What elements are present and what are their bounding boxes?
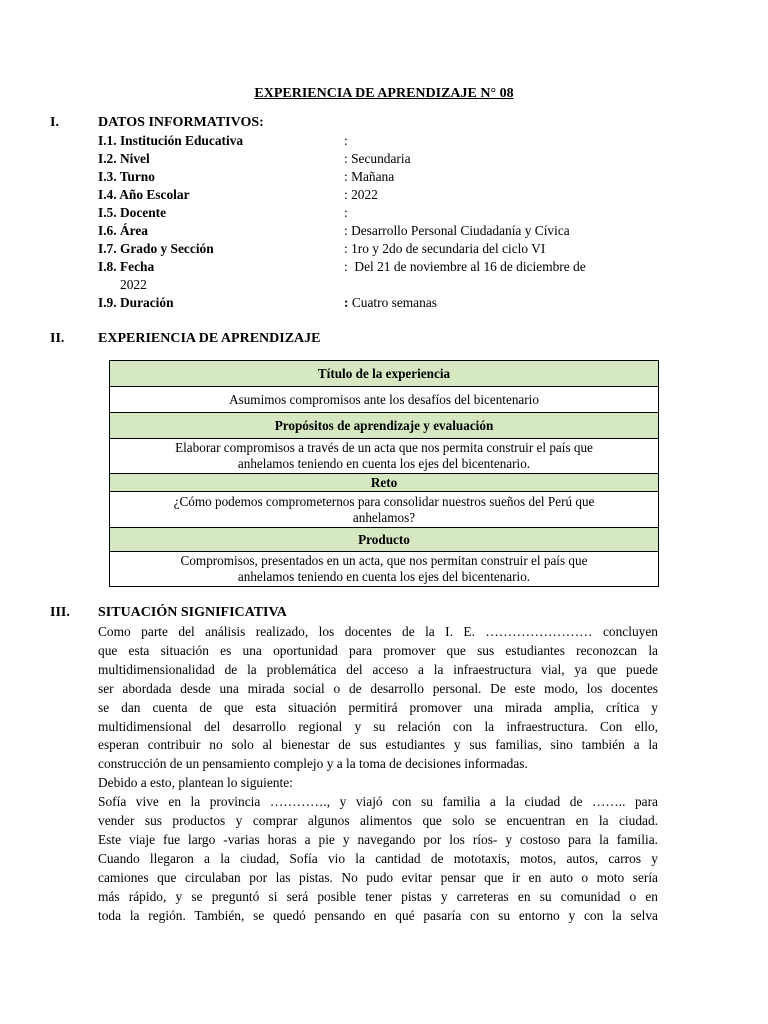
paragraph-line: vender sus productos y comprar algunos alimentos que solo se encuentran en la ciudad.: [98, 813, 658, 829]
situacion-paragraph-1: [98, 623, 658, 926]
situacion-paragraph-2: Debido a esto, plantean lo siguiente:: [98, 775, 293, 791]
datos-label: I.9. Duración: [98, 295, 174, 310]
document-title: EXPERIENCIA DE APRENDIZAJE N° 08: [254, 86, 514, 101]
datos-value-text: Cuatro semanas: [348, 295, 437, 310]
propositos-value: [110, 439, 659, 474]
datos-value: : Mañana: [344, 169, 395, 184]
titulo-header: Título de la experiencia: [110, 361, 659, 387]
paragraph-line: toda la región. También, se quedó pensando en qué pasaría con su entorno y con la selva: [98, 907, 658, 923]
section-1-title: DATOS INFORMATIVOS:: [98, 115, 264, 130]
datos-row-area: [98, 222, 668, 240]
paragraph-line: Como parte del análisis realizado, los docentes de la I. E. …………………… concluyen: [98, 624, 658, 639]
datos-value: : Secundaria: [344, 151, 411, 166]
datos-row-duracion: [98, 294, 668, 312]
datos-value: :: [344, 133, 348, 148]
titulo-value: Asumimos compromisos ante los desafíos del bicentenario: [110, 387, 659, 413]
paragraph-line: se dan cuenta de que esta situación permitirá promover una mirada amplia, crítica y: [98, 699, 658, 715]
propositos-line: anhelamos teniendo en cuenta los ejes del bicentenario.: [237, 456, 531, 471]
datos-label: I.1. Institución Educativa: [98, 133, 244, 148]
datos-row-grado: [98, 240, 668, 258]
datos-label: I.2. Nivel: [98, 151, 150, 166]
reto-value: [110, 492, 659, 528]
datos-label: I.7. Grado y Sección: [98, 241, 214, 256]
datos-row-fecha-cont: [98, 276, 668, 294]
reto-line: ¿Cómo podemos comprometernos para consolidar nuestros sueños del Perú que: [173, 493, 595, 509]
datos-label: I.6. Área: [98, 223, 148, 238]
datos-row-anio: [98, 186, 668, 204]
paragraph-line: más rápido, y se preguntó si será posible tener pistas y carreteras en su comunidad o en: [98, 888, 658, 904]
datos-value: : Del 21 de noviembre al 16 de diciembre de: [344, 259, 586, 274]
producto-header: Producto: [110, 528, 659, 552]
datos-value-continuation: 2022: [120, 277, 147, 292]
section-3-number: III.: [50, 605, 70, 620]
datos-value: :: [344, 205, 348, 220]
section-2-title: EXPERIENCIA DE APRENDIZAJE: [98, 331, 321, 346]
datos-label: I.5. Docente: [98, 205, 167, 220]
paragraph-line: construcción de un pensamiento complejo y a la toma de decisiones informadas.: [98, 756, 528, 772]
datos-row-fecha: [98, 258, 668, 276]
paragraph-line: Este viaje fue largo -varias horas a pie y navegando por los ríos- y costoso para la familia.: [98, 831, 658, 847]
paragraph-line: camiones que circulaban por las pistas. No pudo evitar pensar que ir en auto o moto sería: [98, 869, 658, 885]
paragraph-line: esperan contribuir no solo al bienestar de sus estudiantes y sus familias, sino también a la: [98, 737, 658, 753]
paragraph-line: multidimensionalidad de la problemática del acceso a la infraestructura vial, ya que puede: [98, 661, 658, 677]
propositos-line: Elaborar compromisos a través de un acta que nos permita construir el país que: [175, 440, 593, 455]
paragraph-line: ser abordada desde una mirada social o de desarrollo personal. De este modo, los docentes: [98, 680, 658, 696]
datos-row-nivel: [98, 150, 668, 168]
datos-value: : 1ro y 2do de secundaria del ciclo VI: [344, 241, 546, 256]
propositos-header: Propósitos de aprendizaje y evaluación: [110, 413, 659, 439]
datos-row-docente: [98, 204, 668, 222]
datos-value: : Desarrollo Personal Ciudadanía y Cívica: [344, 223, 570, 238]
datos-label: I.8. Fecha: [98, 259, 155, 274]
datos-value: : 2022: [344, 187, 378, 202]
datos-label: I.4. Año Escolar: [98, 187, 190, 202]
producto-line: anhelamos teniendo en cuenta los ejes del bicentenario.: [237, 569, 531, 584]
datos-row-institucion: [98, 132, 668, 150]
section-3-title: SITUACIÓN SIGNIFICATIVA: [98, 605, 287, 620]
paragraph-line: Sofía vive en la provincia …………., y viajó con su familia a la ciudad de …….. para: [98, 794, 658, 810]
paragraph-line: multidimensional del desarrollo regional y su relación con la infraestructura. Con ello,: [98, 718, 658, 734]
datos-value: [344, 294, 437, 312]
datos-label: I.3. Turno: [98, 169, 155, 184]
section-2-number: II.: [50, 331, 65, 346]
paragraph-line: Cuando llegaron a la ciudad, Sofía vio la cantidad de mototaxis, motos, autos, carros y: [98, 850, 658, 866]
experiencia-table: [109, 360, 659, 587]
reto-line: anhelamos?: [352, 509, 416, 525]
producto-value: [110, 552, 659, 587]
section-1-number: I.: [50, 115, 59, 130]
datos-colon: :: [344, 295, 349, 310]
paragraph-line: que esta situación es una oportunidad para promover que sus estudiantes reconozcan la: [98, 642, 658, 658]
datos-row-turno: [98, 168, 668, 186]
reto-header: Reto: [110, 474, 659, 492]
producto-line: Compromisos, presentados en un acta, que nos permitan construir el país que: [180, 553, 588, 568]
